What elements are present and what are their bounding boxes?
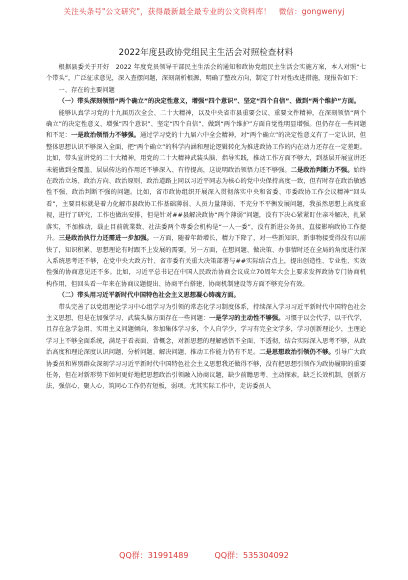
banner-text: 关注头条号"公文研究"，获得最新最全最专业的公文资料库！ 微信：gongwenyj: [63, 6, 345, 16]
subsection-heading-1: （一）带头深刻领悟“两个确立”的决定性意义，增强“四个意识”、坚定“四个自信”、做到“两个维护”方面。: [58, 98, 361, 106]
body-text: 能够认真学习党的十九届历次全会、二十大精神，以及中央省市县重要会议、重要文件精神，在深刻领悟“两个确立”的决定性意义、增强“四个意识”、坚定“四个自信”、做到“两个维护”方面自觉性明显增强。但仍存在一些问题和不足：: [46, 109, 366, 140]
footer-qq-group-1: QQ群：31991489: [119, 550, 189, 560]
document-body: [46, 46, 366, 393]
paragraph-study: [46, 302, 366, 393]
footer-contact: [0, 545, 408, 565]
top-banner: [0, 0, 408, 22]
body-text: 引导广大政协委员和界别群众深刻学习习近平新时代中国特色社会主义思想我还做得不够，没有把思想引领作为政协履职的重要任务，但在对新形势下如何更好地把思想政治引领融入协商议题，缺少前瞻思考、主动探索，缺乏长效机制，创新方法，强信心、聚人心、筑同心工作仍有短板，弱项。尤其实际工作中，走访委员人: [46, 349, 367, 391]
emphasis-text: 二是思想政治引领仍不够。: [259, 349, 335, 357]
body-text: 习惯于以会代学，以干代学，且存在急学急用、实用主义问题倾向，参加集体学习多，个人自学少，学习有完全文学多，学习创新理论少，主理论学习上不够全面系统，满足于看表面、背概念，对新思想的理解感悟不全面、不透彻，结合实际深入思考不够，从政治高度和理论深度认识问题、分析问题、解决问题、推动工作能力仍有不足。: [46, 314, 367, 357]
body-text: 带头完善了以党组理论学习中心组学习为引领的常态化学习制度体系，持续深入学习习近平新时代中国特色社会主义思想，但是在加强学习、武装头脑方面存在一些问题：: [46, 303, 366, 322]
document-title: 2022年度县政协党组民主生活会对照检查材料: [118, 48, 294, 58]
emphasis-text: 三是政治执行力还需进一步加强。: [58, 235, 153, 243]
subsection-heading-2: （二）带头用习近平新时代中国特色社会主义思想凝心铸魂方面。: [58, 292, 240, 300]
emphasis-text: 一是政治领悟力不够强。: [71, 132, 141, 140]
emphasis-text: 一是学习的主动性不够强。: [209, 314, 285, 322]
emphasis-text: 二是政治判断力不强。: [290, 166, 354, 174]
body-text: 一方面，随着年龄增长，精力下降了，对一些新知识、新事物接受得没有以前快了，知识积累、思想理论有时跟不上发展的需要，另一方面，在想问题、做决策、办事情时还在全局的角度进行深入系统思考还不够，在党中央大政方针、省市委有关重大决策部署与##实际结合点上，提出创造性、专业性、实效性强的协商意见还不多。比如，习近平总书记在中国人民政治协商会议成立70周年大会上要求发挥政协专门协商机构作用，但回头看一年来在协商议题提出、协商平台搭建、协商机制建设等方面不够充分有效。: [46, 235, 367, 288]
section-heading-problems: 一、存在的主要问题: [58, 86, 115, 94]
body-text: 始终在政治立场、政治方向、政治原则、政治道路上同以习近平同志为核心的党中央保持高度一致，但有时存在政治敏感性不强、政治判断不强的问题。比如，省市政协组织开展深入贯彻落实中央和省委、市委政协工作会议精神“回头看”，主要目标就是着力化解市县政协工作基础薄弱、人员力量薄弱、不充分不平衡发展问题，我虽然思想上高度重视，进行了研究，工作也做出安排，但是针对##县解决政协“两个薄弱”问题，没有下决心紧紧盯住亲자解决，扎紧落实，不加推动，载止目前就業数、社法委两个專委会机构是“一人一委”，没有新进公务员，直接影响政协工作提升。: [46, 166, 367, 243]
body-text: 通过学习党的十九届六中全会精神，对“两个确立”的决定性意义有了一定认识，但整体思想认识不够深入全面，把“两个确立”的科学内涵和理论逻辑转化为推进政协工作的内在动力还存在一定差距。比如，带头宣讲党的二十大精神，用党的二十大精神武装头脑、指导实践，推动工作方面不够大，到基层开展宣讲还未能做到全覆盖、层层传达的作用还不够深入、有待提高，这说明政治领悟力还不够强。: [46, 132, 367, 174]
paragraph-political: [46, 108, 366, 291]
intro-paragraph: 根据县委关于开好 2022 年度党员领导干部民主生活会的通知和政协党组民主生活会实施方案，本人对照“七个带头”，广泛征求意见，深入查摆问题，深刻剖析根源，明确了整改方向，制定了针对性改进措施，现报告如下：: [46, 64, 366, 83]
footer-qq-group-2: QQ群：535304092: [214, 550, 289, 560]
